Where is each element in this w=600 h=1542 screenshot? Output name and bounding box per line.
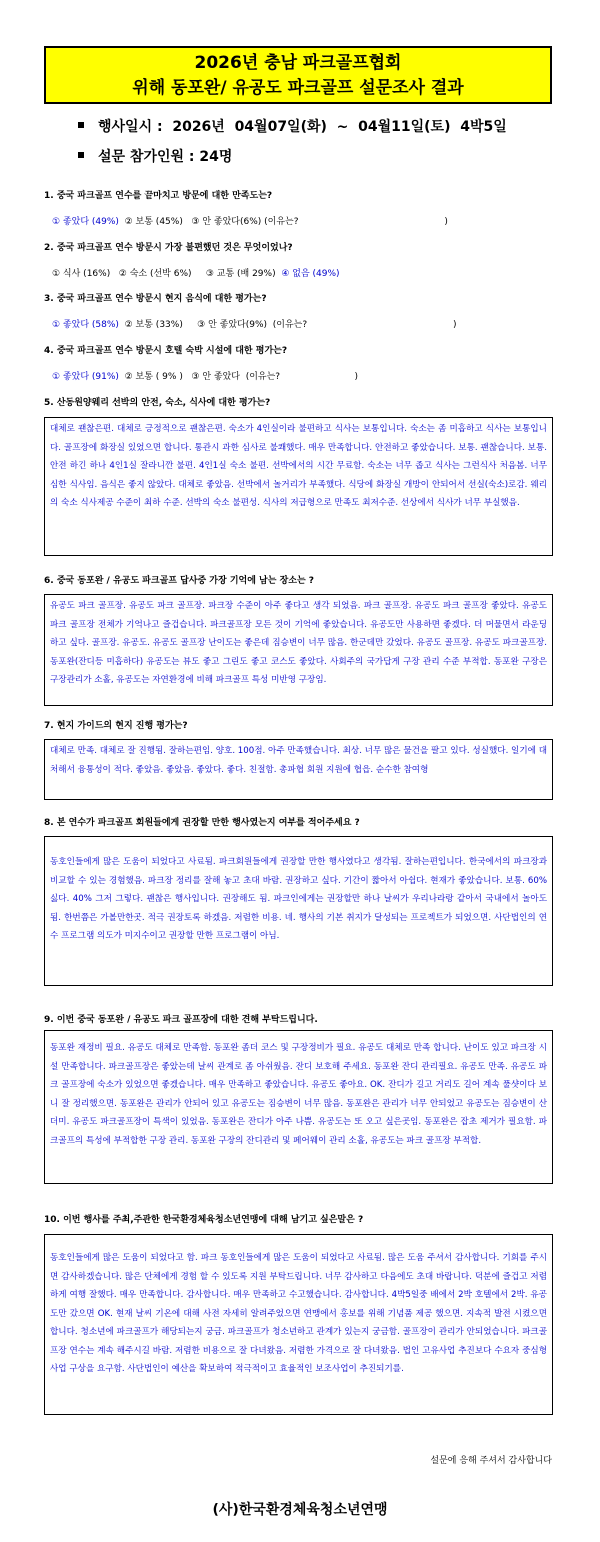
organization-name: (사)한국환경체육청소년연맹: [212, 1502, 388, 1518]
title-line-1: 2026년 충남 파크골프협회: [194, 53, 402, 73]
question-3: 3. 중국 파크골프 연수 방문시 현지 음식에 대한 평가는?: [44, 294, 267, 304]
option: ② 보통 (33%): [118, 320, 183, 330]
question-4-options: [52, 369, 358, 382]
participants-label: 설문 참가인원 : 24명: [98, 149, 233, 165]
option: ① 좋았다 (58%): [52, 320, 119, 330]
square-bullet-icon: [78, 152, 84, 158]
event-date: [78, 116, 507, 136]
participants: [78, 146, 232, 166]
question-10: 10. 이번 행사를 주최,주관한 한국환경체육청소년연맹에 대해 남기고 싶은말은 ?: [44, 1215, 364, 1225]
question-2-options: [52, 266, 340, 279]
option: ③ 교통 (배 29%): [191, 269, 276, 279]
question-7: 7. 현지 가이드의 현지 진행 평가는?: [44, 721, 188, 731]
option: ③ 안 좋았다(9%) (이유는? ): [182, 320, 457, 330]
answer-box-8: 동호인들에게 많은 도움이 되었다고 사료됨. 파크회원들에게 권장할 만한 행사였다고 생각됨. 잘하는편입니다. 한국에서의 파크장과 비교할 수 있는 경험했음. 파크장 정리를 잘해 놓고 초대 바람. 권장하고 싶다. 기간이 짧아서 아쉽다. 현재가 좋았습니다. 보통. 60% 싫다. 40% 그저 그렇다. 괜찮은 행사입니다. 권장해도 됨. 파크인에게는 권장할만 하나 날씨가 우리나라랑 같아서 국내에서 놀아도됨. 한번쯤은 가볼만한곳. 적극 권장토록 하겠음. 저렴한 비용. 네. 행사의 기본 취지가 달성되는 프로젝트가 되었으면. 사단법인의 연수 프로그램 의도가 미지수이고 권장할 만한 프로그램이 아님.: [44, 836, 553, 986]
square-bullet-icon: [78, 122, 84, 128]
question-5: 5. 산동원양웨리 선박의 안전, 숙소, 식사에 대한 평가는?: [44, 398, 271, 408]
answer-box-5: 대체로 괜찮은편. 대체로 긍정적으로 괜찮은편. 숙소가 4인실이라 불편하고 식사는 보통입니다. 숙소는 좀 미흡하고 식사는 보통입니다. 골프장에 화장실 있었으면 합니다. 통관시 과한 심사로 불쾌했다. 매우 만족합니다. 안전하고 좋았습니다. 보통. 괜찮습니다. 보통. 안전 하긴 하나 4인1실 잘라니깐 불편. 4인1실 숙소 불편. 선박에서의 시간 무료함. 숙소는 너무 좁고 식사는 그런식사 처음봄. 너무 심한 식사임. 음식은 좋지 않았다. 대체로 좋았음. 선박에서 놀거리가 부족했다. 식당에 화장실 개방이 안되어서 선실(숙소)로감. 웨리의 숙소 식사제공 수준이 최하 수준. 선박의 숙소 불편성. 식사의 저급형으로 만족도 최저수준. 선상에서 식사가 너무 부실했음.: [44, 417, 553, 556]
event-date-value: : 2026년 04월07일(화) ~ 04월11일(토) 4박5일: [156, 119, 507, 135]
option: ① 좋았다 (49%): [52, 217, 119, 227]
question-3-options: [52, 317, 457, 330]
title-line-2: 위해 동포완/ 유공도 파크골프 설문조사 결과: [132, 78, 464, 98]
closing-note: 설문에 응해 주셔서 감사합니다: [430, 1456, 552, 1466]
option: ② 숙소 (선박 6%): [110, 269, 192, 279]
question-1-options: [52, 214, 448, 227]
option: ① 좋았다 (91%): [52, 372, 119, 382]
question-4: 4. 중국 파크골프 연수 방문시 호텔 숙박 시설에 대한 평가는?: [44, 346, 288, 356]
title-banner: [44, 46, 552, 104]
question-1: 1. 중국 파크골프 연수를 끝마치고 방문에 대한 만족도는?: [44, 191, 273, 201]
question-2: 2. 중국 파크골프 연수 방문시 가장 불편했던 것은 무엇이었나?: [44, 243, 293, 253]
event-date-label: 행사일시: [98, 119, 153, 135]
answer-box-7: 대체로 만족. 대체로 잘 진행됨. 잘하는편임. 양호. 100점. 아주 만족했습니다. 최상. 너무 많은 물건을 팔고 있다. 성실했다. 일기에 대처해서 융통성이 적다. 좋았음. 좋았음. 좋았다. 좋다. 친절함. 총파협 회원 지원에 협읍. 순수한 참여형: [44, 739, 553, 800]
question-6: 6. 중국 동포완 / 유공도 파크골프 답사중 가장 기억에 남는 장소는 ?: [44, 576, 315, 586]
question-9: 9. 이번 중국 동포완 / 유공도 파크 골프장에 대한 견해 부탁드립니다.: [44, 1015, 318, 1025]
option: ③ 안 좋았다(6%) (이유는? ): [182, 217, 448, 227]
option: ④ 없음 (49%): [275, 269, 340, 279]
option: ② 보통 ( 9% ): [118, 372, 183, 382]
answer-box-10: 동호인들에게 많은 도움이 되었다고 함. 파크 동호인들에게 많은 도움이 되었다고 사료됨. 많은 도움 주셔서 감사합니다. 기회를 주시면 감사하겠습니다. 많은 단체에게 경험 할 수 있도록 지원 부탁드립니다. 너무 감사하고 다음에도 초대 바랍니다. 덕분에 즐겁고 저렴하게 여행 잘했다. 매우 만족합니다. 감사합니다. 매우 만족하고 수고했습니다. 감사합니다. 4박5일중 배에서 2박 호텔에서 2박. 유공도만 갔으면 OK. 현재 날씨 기온에 대해 사전 자세히 알려주었으면 연맹에서 홍보를 위해 기념품 제공 했으면. 지속적 발전 시켰으면 합니다. 청소년에 파크골프가 해당되는지 궁금. 파크골프가 청소년하고 관계가 있는지 궁금함. 골프장이 관리가 안되었습니다. 파크골프장 연수는 계속 해주시길 바람. 저렴한 비용으로 잘 다녀왔음. 저렴한 가격으로 잘 다녀왔음. 법인 고유사업 추진보다 수요자 중심형 사업 구상을 요구함. 사단법인이 예산을 확보하여 적극적이고 효율적인 보조사업이 추진되기를.: [44, 1234, 553, 1415]
option: ② 보통 (45%): [118, 217, 183, 227]
option: ① 식사 (16%): [52, 269, 111, 279]
answer-box-6: 유공도 파크 골프장. 유공도 파크 골프장. 파크장 수준이 아주 좋다고 생각 되었음. 파크 골프장. 유공도 파크 골프장 좋았다. 유공도 파크 골프장 전체가 기억나고 즐겁습니다. 파크골프장 모든 것이 기억에 좋았습니다. 유공도만 사용하면 좋겠다. 더 머물면서 라운딩 하고 싶다. 골프장. 유공도. 유공도 골프장 난이도는 좋은데 짐승변이 너무 많음. 한군데만 갔었다. 유공도 골프장. 유공도 파크골프장. 동포완(잔디등 미흡하다) 유공도는 뷰도 좋고 그린도 좋고 코스도 좋았다. 사회주의 국가답게 구장 관리 수준 부적합. 동포완 구장은 구장관리가 소홀, 유공도는 자연환경에 비해 파크골프 특성 미반영 구장임.: [44, 594, 553, 706]
question-8: 8. 본 연수가 파크골프 회원들에게 권장할 만한 행사였는지 여부를 적어주세요 ?: [44, 818, 360, 828]
answer-box-9: 동포완 재정비 필요. 유공도 대체로 만족함. 동포완 좀더 코스 및 구장정비가 필요. 유공도 대체로 만족 합니다. 난이도 있고 파크장 시설 만족합니다. 파크골프장은 좋았는데 날씨 관계로 좀 아쉬웠음. 잔디 보호해 주세요. 동포완 잔디 관리필요. 유공도 만족. 유공도 파크 골프장에 숙소가 있었으면 좋겠습니다. 매우 만족하고 좋았습니다. 유공도 좋아요. OK. 잔디가 길고 거리도 길어 계속 풀샷이다 보니 잘 정리했으면. 동포완은 관리가 안되어 있고 유공도는 짐승변이 너무 많음. 동포완은 관리가 너무 안되었고 유공도는 짐승변이 산더미. 유공도 파크골프장이 특색이 있었음. 동포완은 잔디가 아주 나쁨. 유공도는 또 오고 싶은곳임. 동포완은 잡초 제거가 필요함. 파크골프의 특성에 부적합한 구장 관리. 동포완 구장의 잔디관리 및 페어웨이 관리 소홀, 유공도는 파크 골프장 부적합.: [44, 1030, 553, 1184]
option: ③ 안 좋았다 (이유는? ): [182, 372, 358, 382]
